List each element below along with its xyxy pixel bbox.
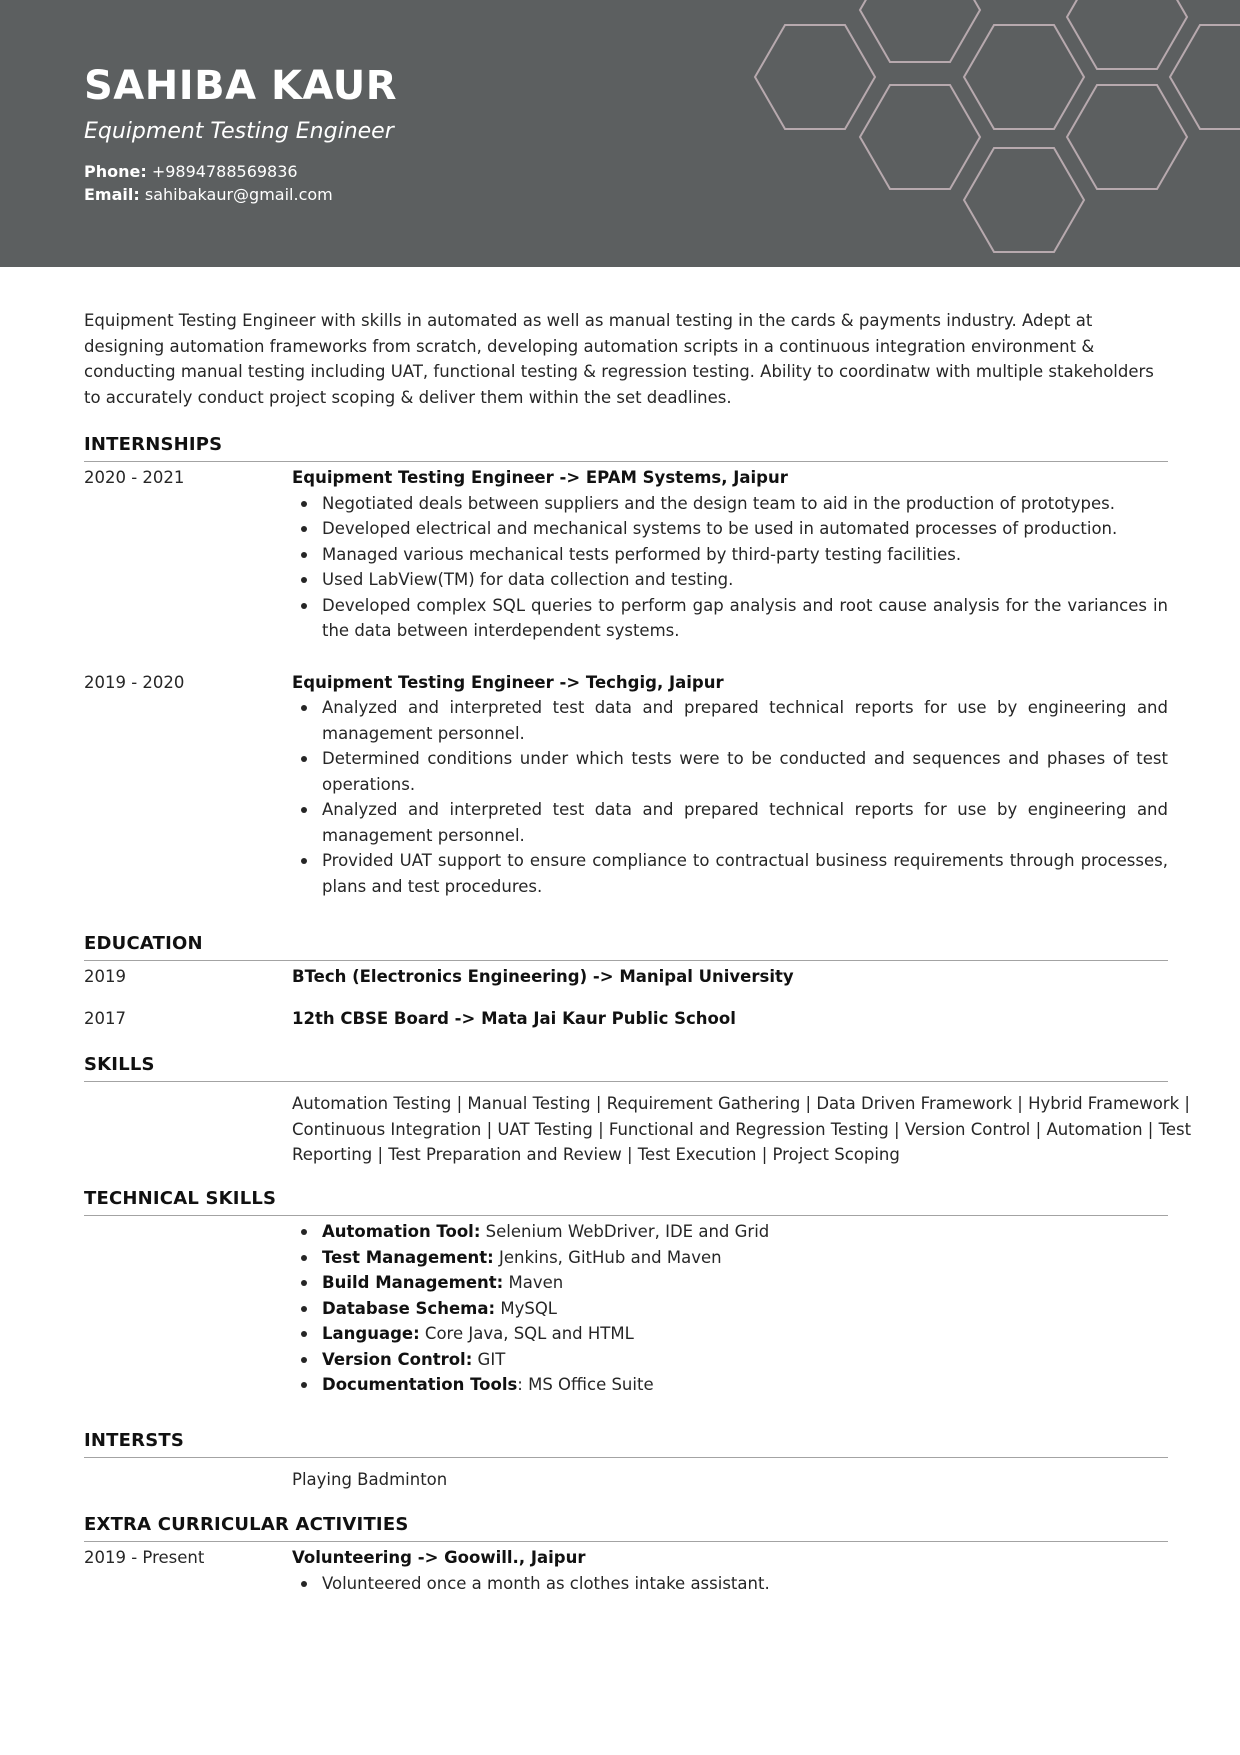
profile-summary: Equipment Testing Engineer with skills in automated as well as manual testing in the cards & payments industry. Adept at designing automation frameworks from scratch, developing automation scripts in a continuous integration environment & conducting manual testing including UAT, functional testing & regression testing. Ability to coordinatw with multiple stakeholders to accurately conduct project scoping & deliver them within the set deadlines. [84,311,1154,407]
entry-date: 2019 [84,967,126,986]
list-item: Database Schema: MySQL [322,1296,1168,1322]
list-item: Test Management: Jenkins, GitHub and Maven [322,1245,1168,1271]
section-title-skills: SKILLS [84,1053,1168,1082]
list-item: Provided UAT support to ensure compliance to contractual business requirements through processes, plans and test procedures. [322,848,1168,899]
internship-entry [84,670,1168,900]
bullet-list [292,695,1168,899]
phone-value: +9894788569836 [151,162,298,181]
list-item: Used LabView(TM) for data collection and testing. [322,567,1168,593]
interest-item: Playing Badminton [292,1470,448,1489]
phone-line [84,161,298,183]
list-item: Determined conditions under which tests were to be conducted and sequences and phases of test operations. [322,746,1168,797]
list-item: Documentation Tools: MS Office Suite [322,1372,1168,1398]
list-item: Automation Tool: Selenium WebDriver, IDE and Grid [322,1219,1168,1245]
list-item: Version Control: GIT [322,1347,1168,1373]
resume-header [0,0,1240,267]
hexagon-shape [964,148,1084,252]
internships-section [84,433,1168,899]
list-item: Analyzed and interpreted test data and prepared technical reports for use by engineering and management personnel. [322,695,1168,746]
internship-entry [84,465,1168,644]
entry-date: 2019 - Present [84,1548,205,1567]
bullet-list [292,1571,1168,1597]
email-value: sahibakaur@gmail.com [144,185,333,204]
hexagon-shape [860,0,980,62]
email-line [84,184,333,206]
education-entry [84,964,1168,990]
section-title-extracurricular: EXTRA CURRICULAR ACTIVITIES [84,1513,1168,1542]
extracurricular-section [84,1513,1168,1596]
list-item: Managed various mechanical tests performed by third-party testing facilities. [322,542,1168,568]
education-entry [84,1006,1168,1032]
entry-date: 2017 [84,1008,126,1028]
skills-list: Automation Testing | Manual Testing | Requirement Gathering | Data Driven Framework | Hybrid Framework | Continuous Integration | UAT Testing | Functional and Regression Testing | Version Control | Automation | Test Reporting | Test Preparation and Review | Test Execution | Project Scoping [292,1094,1192,1164]
hexagon-shape [964,25,1084,129]
skills-section [84,1053,1192,1168]
candidate-name: SAHIBA KAUR [84,63,397,109]
interests-section [84,1429,1168,1493]
hexagon-shape [755,25,875,129]
list-item: Volunteered once a month as clothes intake assistant. [322,1571,1168,1597]
hexagon-shape [1170,25,1240,129]
list-item: Analyzed and interpreted test data and prepared technical reports for use by engineering and management personnel. [322,797,1168,848]
technical-skills-section [84,1187,1168,1398]
list-item: Developed electrical and mechanical systems to be used in automated processes of production. [322,516,1168,542]
entry-heading: Equipment Testing Engineer -> Techgig, Jaipur [292,672,724,692]
list-item: Language: Core Java, SQL and HTML [322,1321,1168,1347]
entry-heading: 12th CBSE Board -> Mata Jai Kaur Public School [292,1008,736,1028]
activity-entry [84,1545,1168,1596]
email-label: Email: [84,185,140,204]
list-item: Developed complex SQL queries to perform gap analysis and root cause analysis for the variances in the data between interdependent systems. [322,593,1168,644]
list-item: Build Management: Maven [322,1270,1168,1296]
entry-date: 2020 - 2021 [84,468,185,487]
bullet-list [292,491,1168,644]
list-item: Negotiated deals between suppliers and the design team to aid in the production of prototypes. [322,491,1168,517]
hexagon-shape [1067,85,1187,189]
entry-heading: Equipment Testing Engineer -> EPAM Systems, Jaipur [292,468,788,487]
education-section [84,932,1168,1031]
bullet-list [292,1219,1168,1398]
section-title-technical-skills: TECHNICAL SKILLS [84,1187,1168,1216]
candidate-title: Equipment Testing Engineer [84,119,394,144]
entry-date: 2019 - 2020 [84,672,185,692]
hexagon-shape [860,85,980,189]
hexagon-shape [1067,0,1187,69]
entry-heading: BTech (Electronics Engineering) -> Manipal University [292,967,794,986]
section-title-education: EDUCATION [84,932,1168,961]
section-title-internships: INTERNSHIPS [84,433,1168,462]
phone-label: Phone: [84,162,147,181]
entry-heading: Volunteering -> Goowill., Jaipur [292,1548,586,1567]
section-title-interests: INTERSTS [84,1429,1168,1458]
